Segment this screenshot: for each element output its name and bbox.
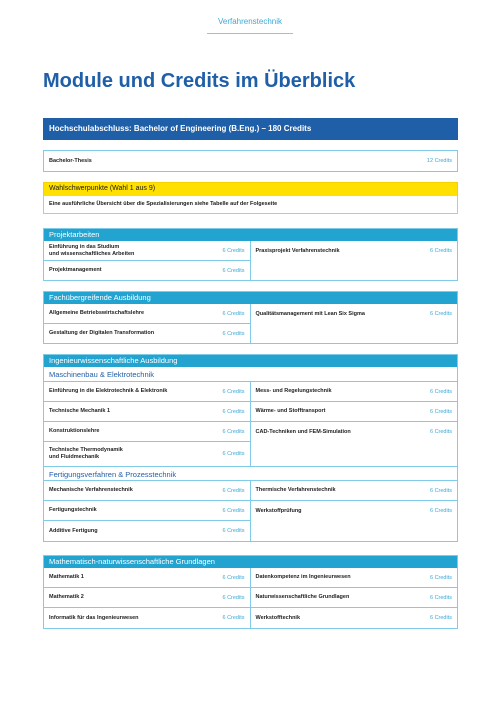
module-column-right bbox=[251, 568, 458, 628]
module-credits: 6 Credits bbox=[429, 508, 452, 514]
section-title: Fachübergreifende Ausbildung bbox=[44, 292, 457, 304]
module-row bbox=[251, 588, 458, 608]
wahl-title: Wahlschwerpunkte (Wahl 1 aus 9) bbox=[44, 183, 457, 196]
module-grid bbox=[44, 481, 457, 541]
module-credits: 6 Credits bbox=[222, 247, 245, 254]
module-label: Konstruktionslehre bbox=[49, 428, 100, 434]
module-row bbox=[251, 402, 458, 422]
module-credits: 6 Credits bbox=[222, 507, 245, 514]
module-column-left bbox=[44, 241, 251, 280]
module-credits: 6 Credits bbox=[222, 330, 245, 337]
module-row bbox=[251, 304, 458, 324]
section-fachuebergreifend bbox=[43, 291, 458, 344]
module-row bbox=[44, 241, 250, 261]
module-credits: 6 Credits bbox=[222, 267, 245, 274]
module-label: Thermische Verfahrenstechnik bbox=[255, 487, 336, 493]
module-credits: 6 Credits bbox=[222, 428, 245, 435]
module-label: Technische Mechanik 1 bbox=[49, 408, 111, 414]
module-label: Werkstofftechnik bbox=[255, 614, 301, 621]
module-column-right bbox=[251, 481, 458, 541]
thesis-row bbox=[44, 151, 457, 171]
module-credits: 6 Credits bbox=[222, 574, 245, 581]
module-row bbox=[44, 382, 250, 402]
module-credits: 6 Credits bbox=[429, 248, 452, 254]
section-title: Ingenieurwissenschaftliche Ausbildung bbox=[44, 355, 457, 367]
module-column-right bbox=[251, 382, 458, 466]
module-label: Qualitätsmanagement mit Lean Six Sigma bbox=[255, 310, 365, 317]
thesis-credits: 12 Credits bbox=[426, 158, 452, 164]
module-label: Praxisprojekt Verfahrenstechnik bbox=[255, 247, 340, 254]
module-credits: 6 Credits bbox=[222, 388, 245, 395]
module-label: Mathematik 2 bbox=[49, 594, 84, 600]
module-row bbox=[251, 422, 458, 442]
module-label: Technische Thermodynamik und Fluidmechanik bbox=[49, 447, 123, 460]
section-title: Mathematisch-naturwissenschaftliche Grundlagen bbox=[44, 556, 457, 568]
module-label: Einführung in das Studium und wissenschaftliches Arbeiten bbox=[49, 243, 135, 257]
thesis-box bbox=[43, 150, 458, 172]
section-title: Projektarbeiten bbox=[44, 229, 457, 241]
module-label: Gestaltung der Digitalen Transformation bbox=[49, 330, 155, 336]
module-label: Wärme- und Stofftransport bbox=[255, 408, 326, 414]
module-grid bbox=[44, 241, 457, 280]
thesis-label: Bachelor-Thesis bbox=[49, 158, 92, 164]
section-projektarbeiten bbox=[43, 228, 458, 281]
module-grid bbox=[44, 568, 457, 628]
module-credits: 6 Credits bbox=[429, 408, 452, 415]
module-credits: 6 Credits bbox=[429, 594, 452, 601]
module-label: Fertigungstechnik bbox=[49, 507, 97, 513]
module-credits: 6 Credits bbox=[222, 310, 245, 317]
header-kicker: Verfahrenstechnik bbox=[217, 17, 283, 26]
module-column-right bbox=[251, 304, 458, 343]
module-credits: 6 Credits bbox=[222, 408, 245, 415]
kicker-underline bbox=[207, 33, 293, 34]
module-row bbox=[44, 324, 250, 343]
section-ingenieurwissenschaften bbox=[43, 354, 458, 542]
module-label: Naturwissenschaftliche Grundlagen bbox=[255, 594, 350, 600]
module-column-left bbox=[44, 382, 251, 466]
module-row bbox=[44, 521, 250, 541]
module-row bbox=[251, 608, 458, 628]
module-row bbox=[251, 382, 458, 402]
module-row bbox=[44, 261, 250, 280]
module-label: Informatik für das Ingenieurwesen bbox=[49, 614, 139, 621]
module-label: Mess- und Regelungstechnik bbox=[255, 388, 332, 394]
page-title: Module und Credits im Überblick bbox=[43, 70, 356, 92]
module-label: Datenkompetenz im Ingenieurwesen bbox=[255, 574, 351, 580]
module-credits: 6 Credits bbox=[222, 528, 245, 534]
module-label: Mathematik 1 bbox=[49, 574, 84, 580]
module-row bbox=[44, 608, 250, 628]
degree-banner: Hochschulabschluss: Bachelor of Engineering (B.Eng.) – 180 Credits bbox=[43, 118, 458, 140]
module-label: Additive Fertigung bbox=[49, 527, 98, 534]
module-row bbox=[44, 501, 250, 521]
module-grid bbox=[44, 304, 457, 343]
module-row bbox=[251, 241, 458, 261]
module-label: Allgemeine Betriebswirtschaftslehre bbox=[49, 310, 145, 316]
module-credits: 6 Credits bbox=[429, 574, 452, 581]
module-label: Projektmanagement bbox=[49, 267, 102, 273]
module-column-left bbox=[44, 481, 251, 541]
module-row bbox=[251, 481, 458, 501]
module-label: Mechanische Verfahrenstechnik bbox=[49, 487, 133, 493]
module-row bbox=[251, 568, 458, 588]
module-credits: 6 Credits bbox=[222, 487, 245, 494]
module-label: Einführung in die Elektrotechnik & Elektronik bbox=[49, 388, 168, 394]
module-row bbox=[44, 568, 250, 588]
subsection-title: Maschinenbau & Elektrotechnik bbox=[44, 367, 457, 382]
module-credits: 6 Credits bbox=[429, 429, 452, 435]
module-credits: 6 Credits bbox=[222, 594, 245, 601]
module-credits: 6 Credits bbox=[429, 487, 452, 494]
module-column-left bbox=[44, 304, 251, 343]
module-credits: 6 Credits bbox=[222, 451, 245, 457]
subsection-title: Fertigungsverfahren & Prozesstechnik bbox=[44, 466, 457, 481]
module-row bbox=[44, 304, 250, 324]
wahl-box bbox=[43, 182, 458, 214]
module-row bbox=[251, 501, 458, 521]
wahl-text: Eine ausführliche Übersicht über die Spezialisierungen siehe Tabelle auf der Folgeseite bbox=[49, 201, 278, 207]
module-grid bbox=[44, 382, 457, 466]
module-row bbox=[44, 588, 250, 608]
module-credits: 6 Credits bbox=[429, 388, 452, 395]
module-row bbox=[44, 402, 250, 422]
module-row bbox=[44, 481, 250, 501]
module-row bbox=[44, 422, 250, 442]
module-label: Werkstoffprüfung bbox=[255, 507, 302, 514]
section-mathematik bbox=[43, 555, 458, 629]
module-label: CAD-Techniken und FEM-Simulation bbox=[255, 428, 351, 435]
module-credits: 6 Credits bbox=[429, 311, 452, 317]
module-column-right bbox=[251, 241, 458, 280]
module-credits: 6 Credits bbox=[222, 615, 245, 621]
module-row bbox=[44, 442, 250, 466]
module-column-left bbox=[44, 568, 251, 628]
module-credits: 6 Credits bbox=[429, 615, 452, 621]
